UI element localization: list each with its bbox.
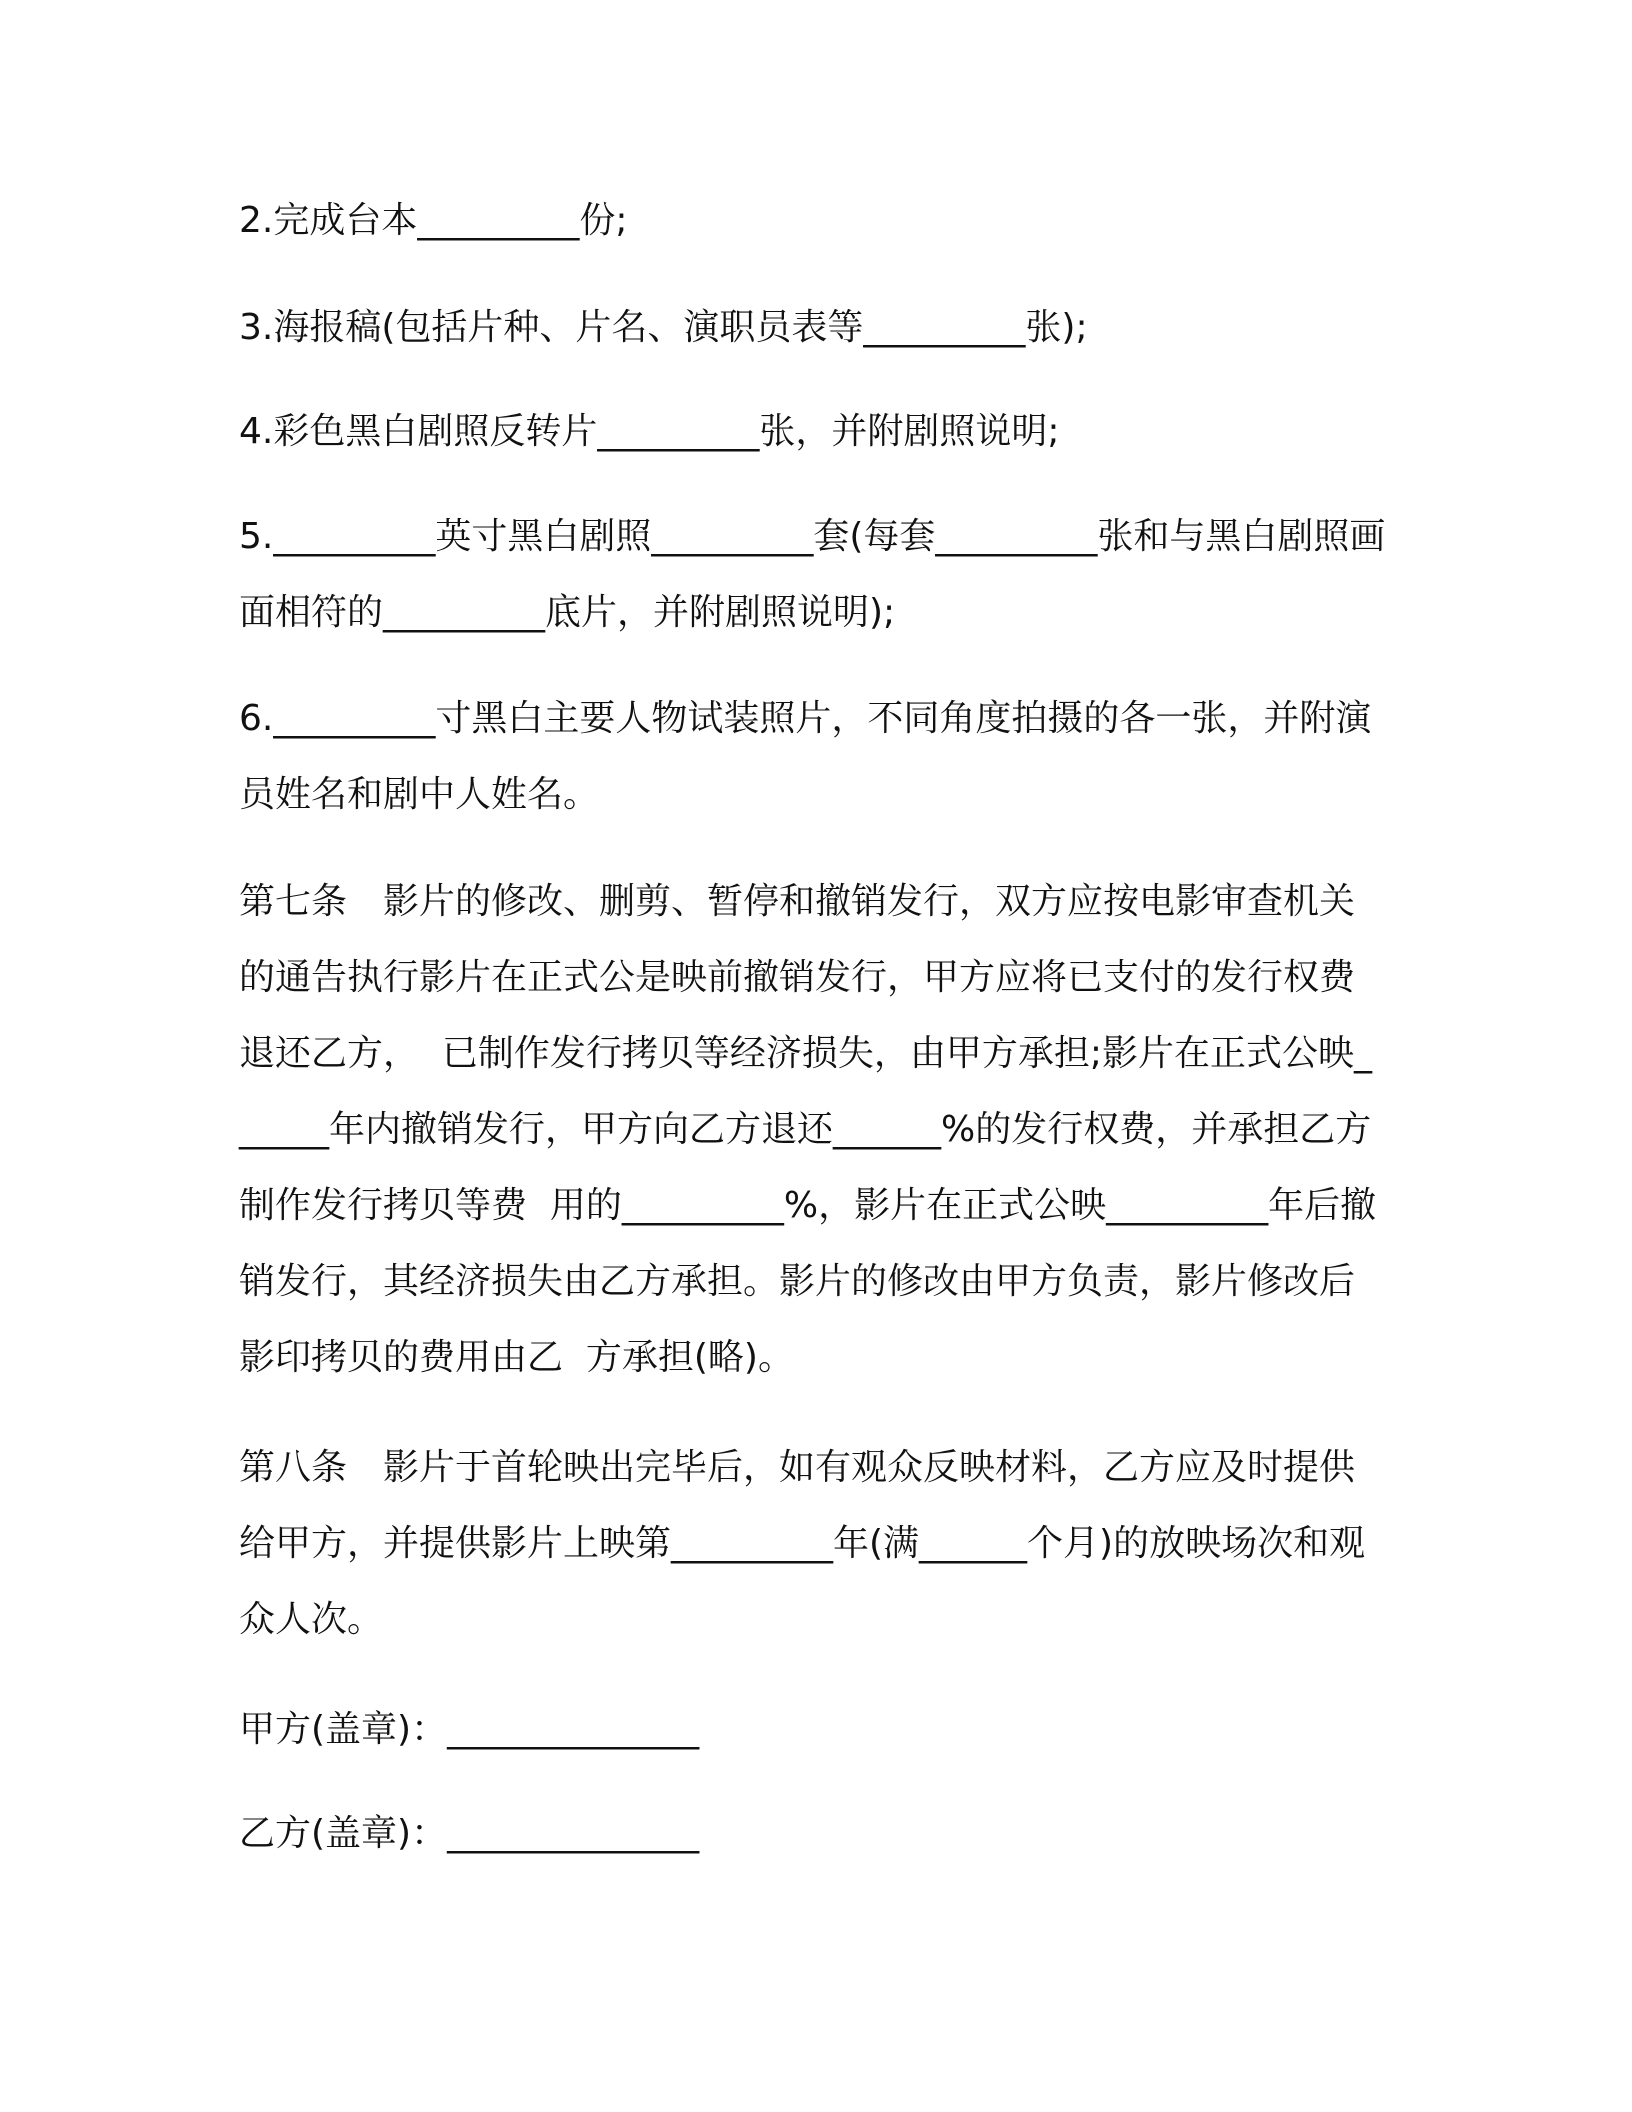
item-5-bw-stills: 5._________英寸黑白剧照_________套(每套_________张和与黑白剧照画面相符的_________底片，并附剧照说明); — [239, 516, 1386, 633]
item-2-scripts: 2.完成台本_________份; — [239, 200, 628, 241]
item-6-costume-photos: 6._________寸黑白主要人物试装照片，不同角度拍摄的各一张，并附演员姓名和剧中人姓名。 — [239, 698, 1372, 815]
document-body — [239, 183, 1389, 1872]
party-b-seal: 乙方(盖章)：______________ — [239, 1813, 700, 1854]
item-4-color-slides: 4.彩色黑白剧照反转片_________张，并附剧照说明; — [239, 411, 1060, 452]
item-3-poster-draft: 3.海报稿(包括片种、片名、演职员表等_________张); — [239, 307, 1088, 348]
party-a-seal: 甲方(盖章)：______________ — [239, 1709, 700, 1750]
article-8-audience-feedback: 第八条 影片于首轮映出完毕后，如有观众反映材料，乙方应及时提供给甲方，并提供影片上映第_________年(满______个月)的放映场次和观众人次。 — [239, 1447, 1366, 1640]
article-7-revision-cancellation: 第七条 影片的修改、删剪、暂停和撤销发行，双方应按电影审查机关的通告执行影片在正式公是映前撤销发行，甲方应将已支付的发行权费退还乙方， 已制作发行拷贝等经济损失，由甲方承担;影片在正式公映______年内撤销发行，甲方向乙方退还______%的发行权费，并承担乙方制作发行拷贝等费 用的_________%，影片在正式公映_________年后撤销发行，其经济损失由乙方承担。影片的修改由甲方负责，影片修改后影印拷贝的费用由乙 方承担(略)。 — [239, 881, 1377, 1378]
